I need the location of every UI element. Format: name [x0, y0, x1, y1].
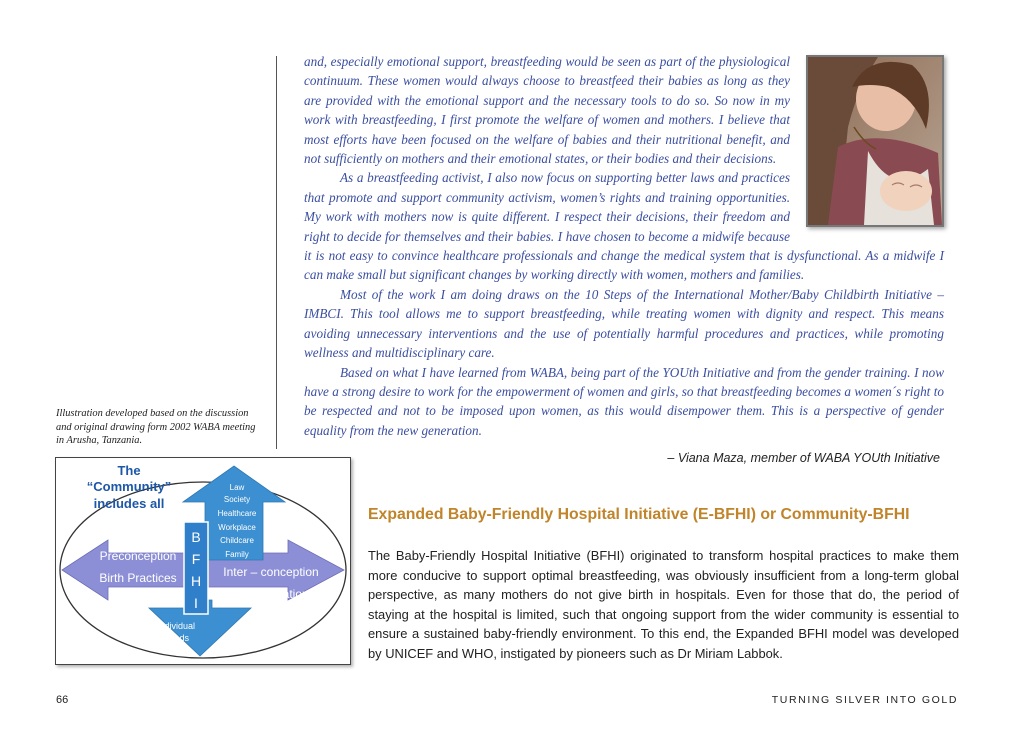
up-label-3: Healthcare [217, 509, 257, 518]
quote-paragraph-1: and, especially emotional support, breastfeeding would be seen as part of the physiological continuum. These women would always choose to breastfeed their babies as long as they are provided with the emotional support and the necessary tools to do so. So now in my work with breastfeeding, I first promote the welfare of women and mothers. I believe that most efforts have been focused on the welfare of babies and their nutritional benefit, and not sufficiently on mothers and their emotional states, or their bodies and their decisions. [304, 54, 790, 167]
section-heading: Expanded Baby-Friendly Hospital Initiative (E-BFHI) or Community-BFHI [368, 506, 910, 523]
up-label-5: Childcare [220, 536, 254, 545]
bfhi-letter-h: H [190, 573, 202, 589]
mother-and-baby-photo [806, 55, 944, 227]
bfhi-letter-f: F [191, 551, 201, 567]
diagram-title-line2: “Community” [86, 479, 172, 494]
diagram-title-line3: includes all [93, 496, 165, 511]
diagram-illustration [56, 458, 350, 664]
bfhi-letter-i: I [194, 595, 198, 611]
up-label-4: Workplace [218, 523, 256, 532]
quote-paragraph-4: Based on what I have learned from WABA, being part of the YOUth Initiative and from the gender training. I now have a strong desire to work for the empowerment of women and girls, so that breastfeeding becomes a women´s right to be respected and not to be imposed upon women, as this would disempower them. This is a perspective of gender equality from the new generation. [304, 364, 944, 438]
community-bfhi-diagram [55, 457, 351, 665]
diagram-title-line1: The [117, 463, 141, 478]
left-arrow-line2: Birth Practices [99, 571, 177, 585]
quote-paragraph-2: As a breastfeeding activist, I also now focus on supporting better laws and practices that promote and support community activism, women’s rights and training opportunities. My work with mothers now is quite different. I respect their decisions, their freedom and right to decide for themselves and their babies. I have chosen to become a midwife because it is not easy to convince healthcare professionals and change the medical system that is dysfunctional. As a midwife I can make small but significant changes by working directly with women, mothers and families. [304, 170, 944, 283]
page-number: 66 [56, 694, 69, 706]
testimonial-quote [304, 52, 944, 440]
up-label-6: Family [225, 550, 249, 559]
up-label-2: Society [223, 495, 251, 504]
quote-paragraph-3: Most of the work I am doing draws on the 10 Steps of the International Mother/Baby Childbirth Initiative – IMBCI. This tool allows me to support breastfeeding, while treating women with dignity and respect. This means avoiding unnecessary interventions and the use of potentially harmful procedures and practices, while promoting wellness and multidisciplinary care. [304, 286, 944, 361]
bfhi-letter-b: B [191, 529, 201, 545]
photo-illustration [808, 57, 942, 225]
running-footer-title: TURNING SILVER INTO GOLD [771, 694, 958, 706]
column-divider [276, 56, 277, 449]
down-arrow-line1: Individual [156, 621, 196, 631]
up-label-1: Law [229, 483, 245, 492]
section-body: The Baby-Friendly Hospital Initiative (BFHI) originated to transform hospital practices to make them more conducive to support optimal breastfeeding, was obviously insufficient from a long-term global perspective, as many mothers do not give birth in hospitals. Even for those that do, the period of staying at the hospital is limited, such that ongoing support from the wider community is essential to ensure a sustained baby-friendly environment. To this end, the Expanded BFHI model was developed by UNICEF and WHO, instigated by pioneers such as Dr Miriam Labbok. [368, 548, 959, 661]
left-arrow-line1: Preconception [99, 549, 177, 563]
quote-attribution: – Viana Maza, member of WABA YOUth Initiative [667, 451, 940, 465]
right-arrow-line2: Inter-generational [223, 587, 319, 601]
illustration-caption: Illustration developed based on the discussion and original drawing form 2002 WABA meeting in Arusha, Tanzania. [56, 408, 256, 447]
down-arrow-line2: Needs [162, 633, 190, 643]
right-arrow-line1: Inter – conception [223, 565, 319, 579]
